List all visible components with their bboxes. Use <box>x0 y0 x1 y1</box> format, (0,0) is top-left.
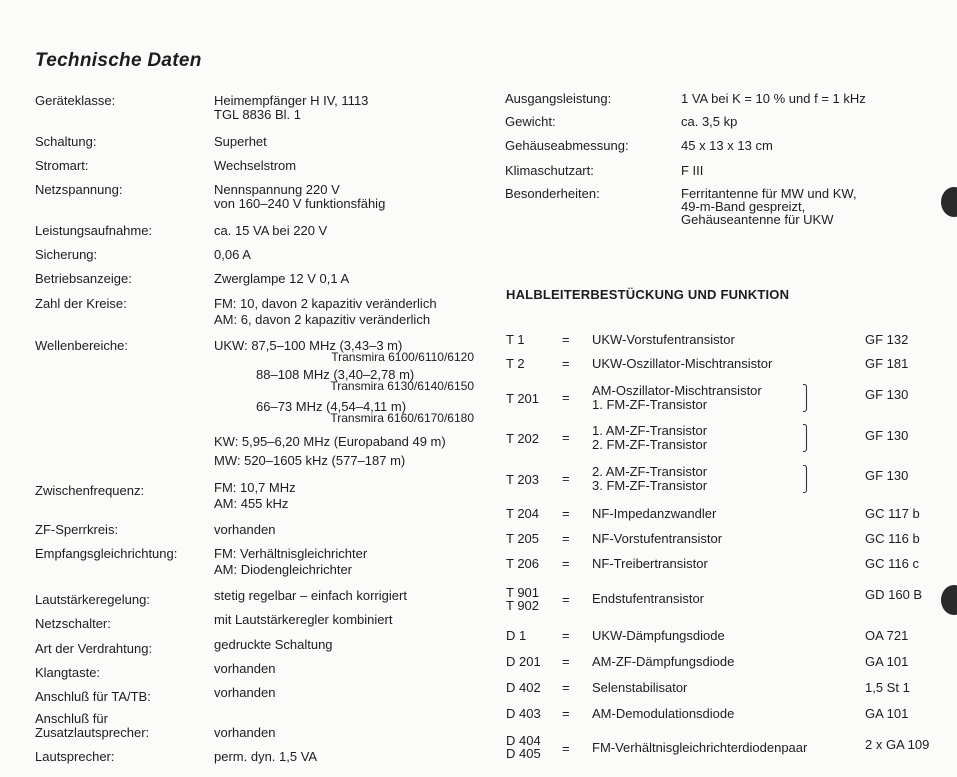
component-symbol: T 201 <box>506 391 540 406</box>
component-symbol: D 403 <box>506 706 541 721</box>
spec-value <box>681 187 857 226</box>
equals-sign: = <box>562 430 570 445</box>
spec-value <box>214 523 275 537</box>
component-type: GA 101 <box>865 654 909 669</box>
spec-label: Netzschalter: <box>35 616 111 631</box>
spec-value <box>214 589 407 603</box>
equals-sign: = <box>562 741 570 756</box>
spec-value-line: mit Lautstärkeregler kombiniert <box>214 612 393 627</box>
component-symbol: T 203 <box>506 472 540 487</box>
page-title: Technische Daten <box>35 50 202 71</box>
equals-sign: = <box>562 628 570 643</box>
component-symbol: D 201 <box>506 654 541 669</box>
component-function: Selenstabilisator <box>592 680 688 695</box>
component-symbol: T 205 <box>506 531 540 546</box>
spec-label: Zahl der Kreise: <box>35 296 127 311</box>
spec-value <box>214 135 267 149</box>
component-row <box>506 586 946 614</box>
component-type: GD 160 B <box>865 587 923 602</box>
spec-label: Lautstärkeregelung: <box>35 592 150 607</box>
brace-mark: ⎭ <box>802 398 811 412</box>
spec-value-line: KW: 5,95–6,20 MHz (Europaband 49 m) <box>214 434 446 449</box>
equals-sign: = <box>562 390 570 405</box>
component-function: NF-Vorstufentransistor <box>592 531 723 546</box>
spec-value-line: Gehäuseantenne für UKW <box>681 212 834 227</box>
spec-value <box>214 94 368 122</box>
component-type: 2 x GA 109 <box>865 737 930 752</box>
spec-label <box>35 712 149 740</box>
component-function: 1. FM-ZF-Transistor <box>592 397 708 412</box>
equals-sign: = <box>562 556 570 571</box>
equals-sign: = <box>562 592 570 607</box>
spec-value-line: Wechselstrom <box>214 158 297 173</box>
spec-value-line: vorhanden <box>214 522 276 537</box>
brace-mark: ⎭ <box>802 479 811 493</box>
spec-value <box>681 164 703 178</box>
spec-label-line: Anschluß für <box>35 711 108 726</box>
spec-label: Stromart: <box>35 158 89 173</box>
section-title: HALBLEITERBESTÜCKUNG UND FUNKTION <box>506 287 790 302</box>
spec-label: Leistungsaufnahme: <box>35 223 153 238</box>
spec-label: Geräteklasse: <box>35 93 116 108</box>
spec-value <box>214 480 296 512</box>
component-function: UKW-Dämpfungsdiode <box>592 628 725 643</box>
component-type: GC 117 b <box>865 506 920 521</box>
equals-sign: = <box>562 506 570 521</box>
equals-sign: = <box>562 654 570 669</box>
spec-label: Sicherung: <box>35 247 98 262</box>
spec-value-line: 88–108 MHz (3,40–2,78 m) <box>256 367 415 382</box>
spec-value <box>681 115 737 129</box>
component-symbol: T 901 <box>506 585 540 600</box>
spec-value-line: Superhet <box>214 134 267 149</box>
spec-label: Wellenbereiche: <box>35 338 128 353</box>
spec-value <box>214 613 392 627</box>
component-type: OA 721 <box>865 628 909 643</box>
brace-mark: ⎫ <box>802 424 811 438</box>
spec-value <box>214 638 333 652</box>
component-function: NF-Impedanzwandler <box>592 506 717 521</box>
spec-value <box>214 686 275 700</box>
component-type: GC 116 c <box>865 556 919 571</box>
component-symbol: T 204 <box>506 506 540 521</box>
spec-label: Betriebsanzeige: <box>35 271 132 286</box>
component-function: 1. AM-ZF-Transistor <box>592 423 708 438</box>
component-row <box>506 424 946 454</box>
spec-value <box>214 159 296 173</box>
component-symbol: D 1 <box>506 628 527 643</box>
spec-value-line: 49-m-Band gespreizt, <box>681 199 806 214</box>
component-symbol: D 402 <box>506 680 541 695</box>
component-type: GC 116 b <box>865 531 920 546</box>
spec-value <box>214 224 327 238</box>
component-function: 2. FM-ZF-Transistor <box>592 437 708 452</box>
spec-label: Klimaschutzart: <box>505 163 594 178</box>
spec-value-line: UKW: 87,5–100 MHz (3,43–3 m) <box>214 338 403 353</box>
component-row <box>506 734 946 762</box>
component-function: AM-Demodulationsdiode <box>592 706 735 721</box>
component-type: GF 130 <box>865 428 909 443</box>
spec-value-line: AM: Diodengleichrichter <box>214 562 353 577</box>
spec-value-line: vorhanden <box>214 725 276 740</box>
spec-label: Schaltung: <box>35 134 97 149</box>
spec-label: Anschluß für TA/TB: <box>35 689 151 704</box>
spec-value-line: gedruckte Schaltung <box>214 637 333 652</box>
spec-label: Klangtaste: <box>35 665 101 680</box>
component-type: GF 130 <box>865 468 909 483</box>
spec-value-line: AM: 6, davon 2 kapazitiv veränderlich <box>214 312 431 327</box>
spec-value-line: Transmira 6100/6110/6120 <box>331 350 474 364</box>
spec-value-line: ca. 15 VA bei 220 V <box>214 223 328 238</box>
component-function: FM-Verhältnisgleichrichterdiodenpaar <box>592 740 808 755</box>
spec-value-line: AM: 455 kHz <box>214 496 289 511</box>
component-type: GF 181 <box>865 356 909 371</box>
spec-value-line: FM: 10, davon 2 kapazitiv veränderlich <box>214 296 437 311</box>
component-symbol: T 1 <box>506 332 525 347</box>
component-symbol: D 404 <box>506 733 541 748</box>
spec-value-line: 1 VA bei K = 10 % und f = 1 kHz <box>681 91 866 106</box>
spec-value-line: 45 x 13 x 13 cm <box>681 138 773 153</box>
component-function: AM-ZF-Dämpfungsdiode <box>592 654 735 669</box>
spec-value-line: MW: 520–1605 kHz (577–187 m) <box>214 453 406 468</box>
spec-value <box>214 183 385 211</box>
component-function: UKW-Vorstufentransistor <box>592 332 735 347</box>
spec-value <box>214 272 349 286</box>
spec-label: Gehäuseabmessung: <box>505 138 629 153</box>
spec-value-line: 66–73 MHz (4,54–4,11 m) <box>256 399 407 414</box>
spec-value <box>214 662 275 676</box>
spec-value-line: F III <box>681 163 704 178</box>
component-function: UKW-Oszillator-Mischtransistor <box>592 356 773 371</box>
component-type: 1,5 St 1 <box>865 680 910 695</box>
component-symbol: T 2 <box>506 356 525 371</box>
spec-value <box>214 726 275 740</box>
equals-sign: = <box>562 356 570 371</box>
component-function: AM-Oszillator-Mischtransistor <box>592 383 762 398</box>
brace-mark: ⎫ <box>802 465 811 479</box>
spec-value <box>214 248 251 262</box>
spec-label: Gewicht: <box>505 114 556 129</box>
spec-value-line: Nennspannung 220 V <box>214 182 340 197</box>
component-symbol: T 902 <box>506 598 540 613</box>
spec-value-line: Ferritantenne für MW und KW, <box>681 186 857 201</box>
spec-value-line: stetig regelbar – einfach korrigiert <box>214 588 407 603</box>
spec-value <box>681 139 773 153</box>
spec-value-line: vorhanden <box>214 685 276 700</box>
component-type: GF 132 <box>865 332 909 347</box>
component-function: Endstufentransistor <box>592 591 705 606</box>
punch-hole-mark <box>941 187 957 217</box>
spec-value-line: FM: 10,7 MHz <box>214 480 296 495</box>
brace-mark: ⎭ <box>802 438 811 452</box>
component-function: NF-Treibertransistor <box>592 556 708 571</box>
spec-value-line: vorhanden <box>214 661 276 676</box>
spec-value-line: Transmira 6130/6140/6150 <box>330 379 474 393</box>
spec-value-line: Heimempfänger H IV, 1113 <box>214 93 369 108</box>
spec-label: ZF-Sperrkreis: <box>35 522 119 537</box>
brace-mark: ⎫ <box>802 384 811 398</box>
spec-label: Besonderheiten: <box>505 186 600 201</box>
spec-label: Ausgangsleistung: <box>505 91 612 106</box>
component-function: 2. AM-ZF-Transistor <box>592 464 708 479</box>
spec-value-line: Transmira 6160/6170/6180 <box>330 411 474 425</box>
spec-value-line: FM: Verhältnisgleichrichter <box>214 546 368 561</box>
component-type: GF 130 <box>865 387 909 402</box>
spec-value <box>681 92 866 106</box>
spec-value-line: von 160–240 V funktionsfähig <box>214 196 386 211</box>
spec-value <box>214 296 437 328</box>
spec-label: Art der Verdrahtung: <box>35 641 153 656</box>
component-row <box>506 465 946 495</box>
equals-sign: = <box>562 471 570 486</box>
spec-value-line: TGL 8836 Bl. 1 <box>214 107 301 122</box>
spec-label: Zwischenfrequenz: <box>35 483 145 498</box>
spec-label: Netzspannung: <box>35 182 123 197</box>
equals-sign: = <box>562 332 570 347</box>
spec-label: Lautsprecher: <box>35 749 115 764</box>
component-row <box>506 384 946 414</box>
spec-value <box>214 750 317 764</box>
spec-value-line: ca. 3,5 kp <box>681 114 738 129</box>
component-type: GA 101 <box>865 706 909 721</box>
component-symbol: T 202 <box>506 431 540 446</box>
spec-value-line: 0,06 A <box>214 247 251 262</box>
spec-value-line: Zwerglampe 12 V 0,1 A <box>214 271 350 286</box>
component-symbol: D 405 <box>506 746 541 761</box>
component-function: 3. FM-ZF-Transistor <box>592 478 708 493</box>
spec-label: Empfangsgleichrichtung: <box>35 546 178 561</box>
equals-sign: = <box>562 680 570 695</box>
spec-label-line: Zusatzlautsprecher: <box>35 725 150 740</box>
spec-value-line: perm. dyn. 1,5 VA <box>214 749 318 764</box>
equals-sign: = <box>562 706 570 721</box>
component-symbol: T 206 <box>506 556 540 571</box>
equals-sign: = <box>562 531 570 546</box>
spec-value <box>214 546 367 578</box>
